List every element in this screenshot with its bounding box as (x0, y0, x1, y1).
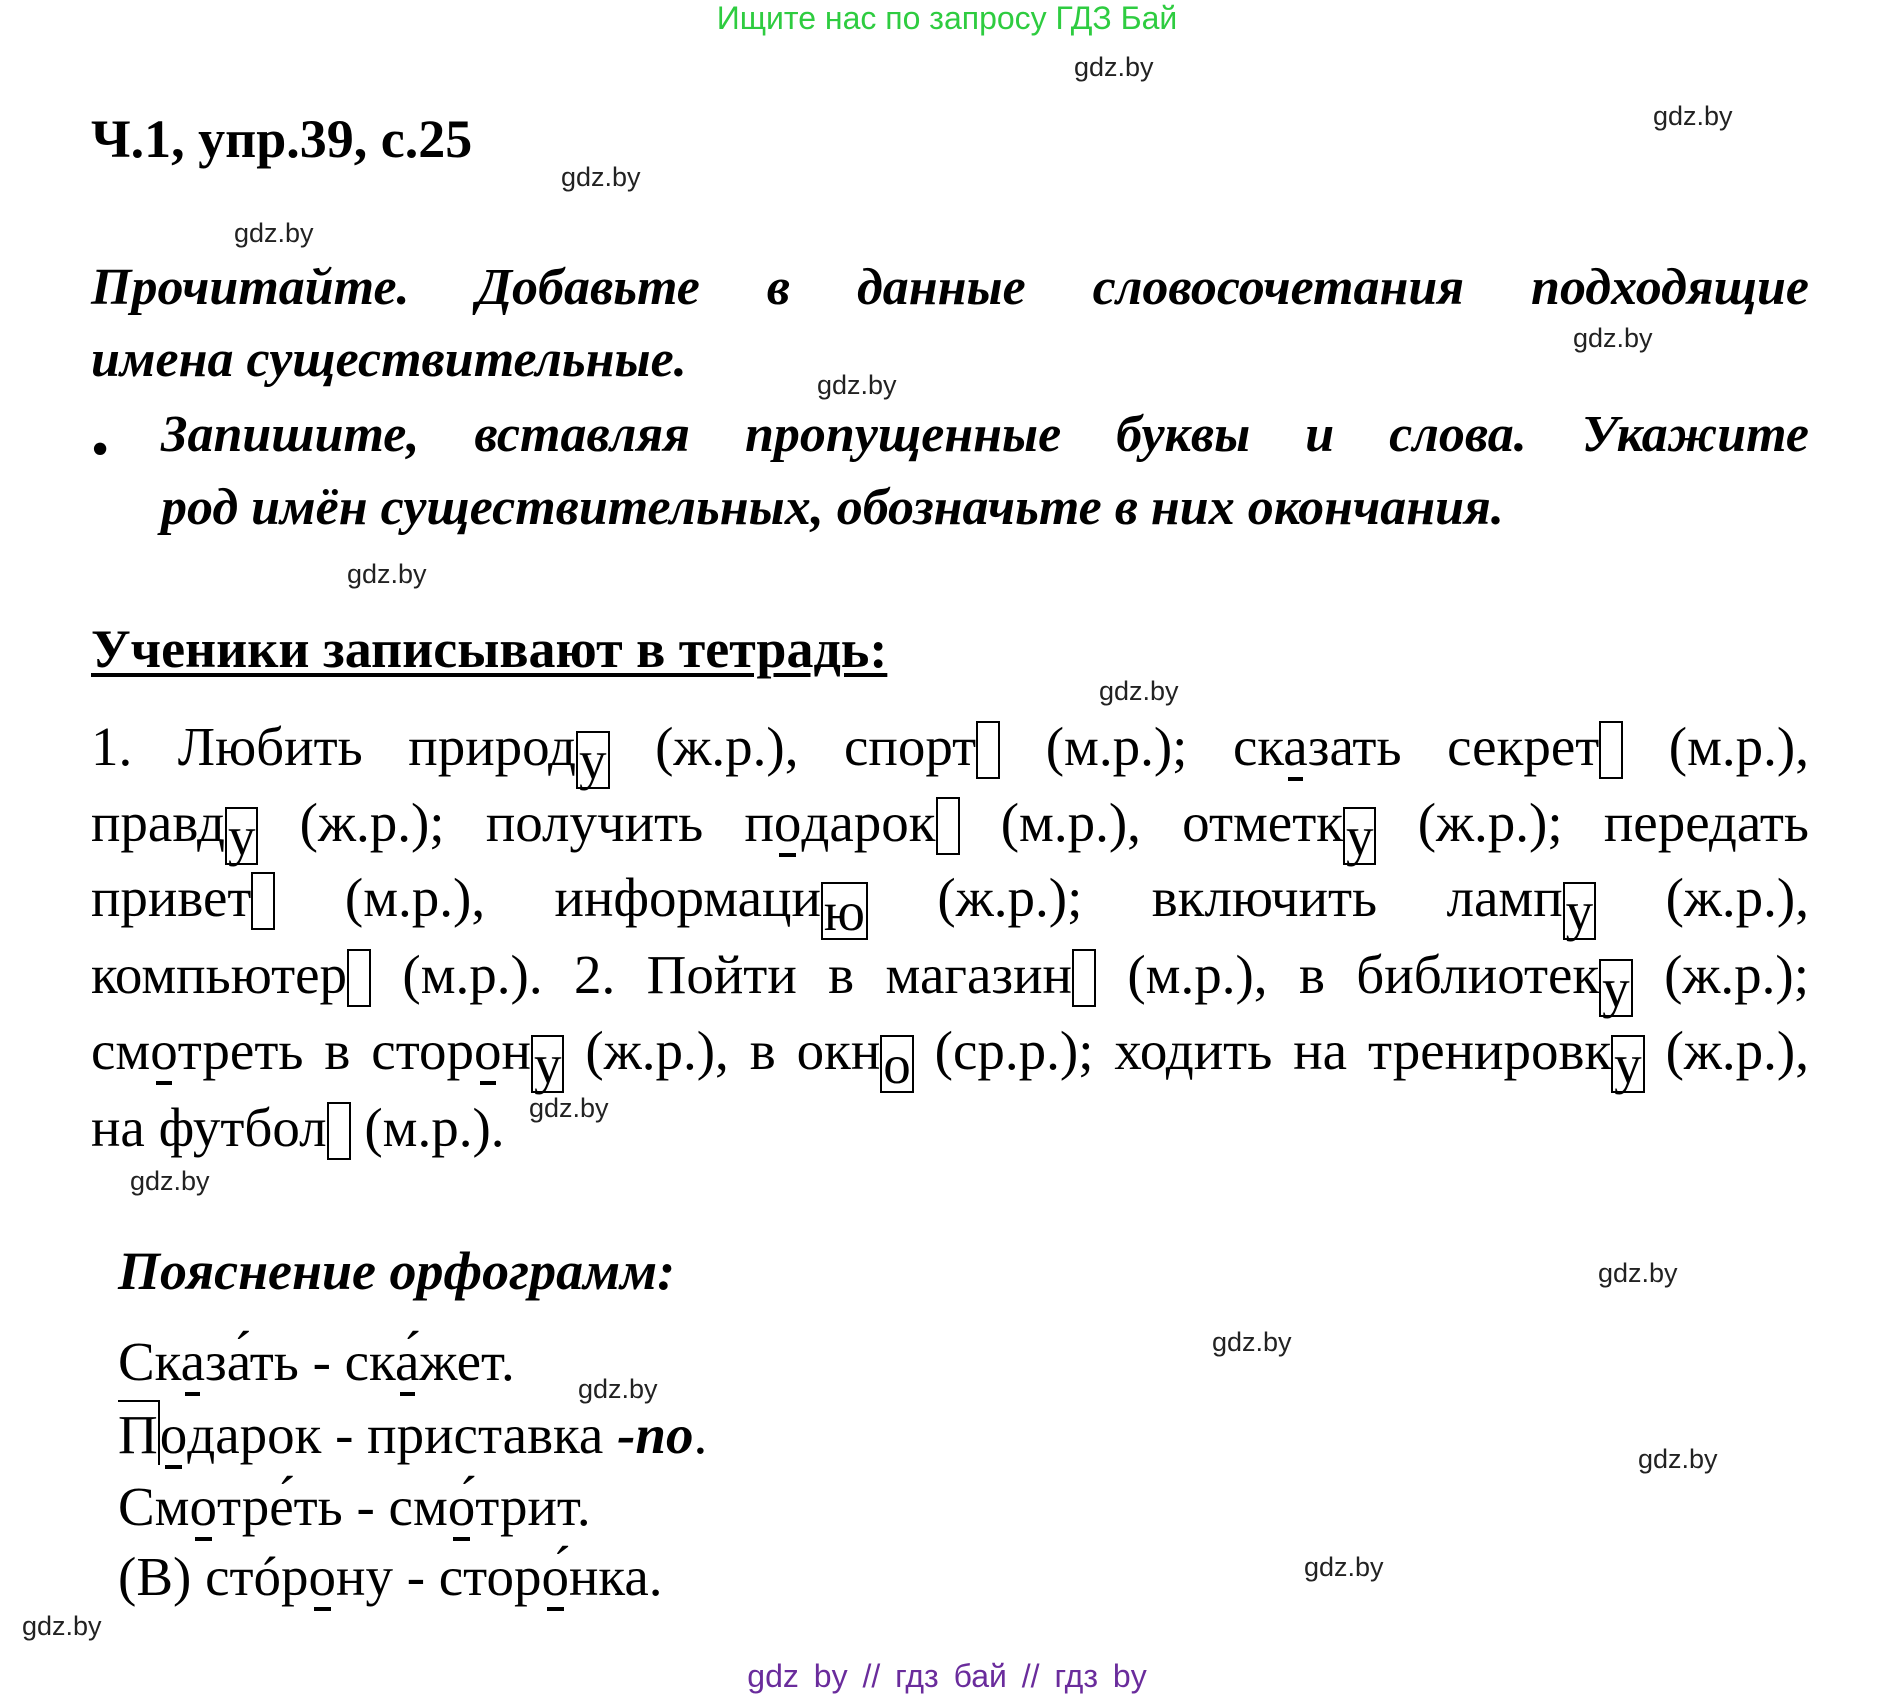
text: Ск (118, 1331, 181, 1392)
unstressed-vowel: о (474, 1020, 502, 1081)
answer-line (91, 1016, 1809, 1093)
watermark: gdz.by (1304, 1552, 1384, 1582)
text: зать секрет (1307, 716, 1600, 777)
text: н (501, 1020, 531, 1081)
text: жет. (419, 1331, 515, 1392)
ending-box (936, 797, 960, 855)
text: (м.р.); ск (1000, 716, 1284, 777)
explanation-line (118, 1330, 515, 1393)
prefix-mark: П (118, 1400, 160, 1465)
text: 1. Любить природ (91, 716, 577, 777)
task-line-1: Запишите, вставляя пропущенные буквы и слова. Укажите (161, 406, 1809, 463)
text: ну - стор (336, 1546, 542, 1607)
ending-box: у (1343, 807, 1377, 865)
watermark: gdz.by (561, 162, 641, 192)
text: р (281, 1546, 309, 1607)
ending-box: ю (821, 882, 868, 940)
unstressed-vowel: о (308, 1546, 337, 1607)
search-banner: Ищите нас по запросу ГДЗ Бай (716, 0, 1178, 36)
watermark: gdz.by (22, 1611, 102, 1641)
text: (В) стó (118, 1546, 282, 1607)
text: (м.р.), в библиотек (1095, 944, 1600, 1005)
text: (ж.р.), (1644, 1020, 1809, 1081)
answer-line (91, 712, 1809, 789)
text: (м.р.), информаци (275, 867, 821, 928)
watermark: gdz.by (347, 559, 427, 589)
text: (ж.р.); включить ламп (868, 867, 1563, 928)
text: треть в стор (177, 1020, 475, 1081)
unstressed-vowel: о (159, 1404, 188, 1465)
watermark: gdz.by (817, 370, 897, 400)
watermark: gdz.by (529, 1093, 609, 1123)
prefix-text: -по (617, 1404, 694, 1465)
task-line-2: род имён существительных, обозначьте в них окончания. (161, 479, 1504, 536)
text: компьютер (91, 944, 348, 1005)
text: (м.р.). (350, 1097, 505, 1158)
watermark: gdz.by (1074, 52, 1154, 82)
text: См (118, 1476, 190, 1537)
explanation-line (118, 1545, 662, 1608)
ending-box (1072, 949, 1096, 1007)
ending-box: у (1563, 882, 1597, 940)
unstressed-vowel: о (773, 792, 802, 853)
text: (ж.р.); получить п (258, 792, 774, 853)
watermark: gdz.by (130, 1166, 210, 1196)
ending-box (327, 1102, 351, 1160)
text: нка. (569, 1546, 663, 1607)
answer-line (91, 940, 1809, 1017)
text: трит. (475, 1476, 591, 1537)
text: (ж.р.), спорт (609, 716, 977, 777)
watermark: gdz.by (234, 218, 314, 248)
text: правд (91, 792, 225, 853)
answer-heading: Ученики записывают в тетрадь: (91, 619, 888, 679)
text: (м.р.). 2. Пойти в магазин (371, 944, 1072, 1005)
watermark: gdz.by (1638, 1444, 1718, 1474)
bullet-icon: • (91, 421, 110, 478)
ending-box (347, 949, 371, 1007)
ending-box: у (1611, 1035, 1645, 1093)
instruction-line-1: Прочитайте. Добавьте в данные словосочетания подходящие (91, 259, 1809, 316)
ending-box: у (1599, 959, 1633, 1017)
watermark: gdz.by (1099, 676, 1179, 706)
text: на футбол (91, 1097, 327, 1158)
page-title: Ч.1, упр.39, с.25 (91, 109, 473, 169)
text: (ж.р.), в окн (564, 1020, 881, 1081)
explanation-line (118, 1475, 591, 1538)
unstressed-vowel: о́ (541, 1546, 569, 1607)
ending-box: у (576, 731, 610, 789)
text: (ж.р.), (1596, 867, 1809, 928)
footer-links: gdz by // гдз бай // гдз by (747, 1658, 1147, 1694)
text: дарок - приставка (187, 1404, 618, 1465)
ending-box: о (880, 1035, 914, 1093)
watermark: gdz.by (578, 1374, 658, 1404)
text: тре́ть - см (217, 1476, 448, 1537)
unstressed-vowel: а (1283, 716, 1308, 777)
explanation-line (118, 1403, 707, 1466)
ending-box (976, 721, 1000, 779)
unstressed-vowel: о (189, 1476, 217, 1537)
watermark: gdz.by (1212, 1327, 1292, 1357)
answer-line (91, 1093, 1809, 1163)
ending-box (251, 872, 275, 930)
watermark: gdz.by (1573, 323, 1653, 353)
explanation-heading: Пояснение орфограмм: (118, 1241, 676, 1301)
ending-box: у (531, 1035, 565, 1093)
watermark: gdz.by (1653, 101, 1733, 131)
ending-box: у (225, 807, 259, 865)
answer-line (91, 863, 1809, 940)
unstressed-vowel: а́ (394, 1331, 420, 1392)
text: за́ть - ск (205, 1331, 395, 1392)
answer-line (91, 788, 1809, 865)
watermark: gdz.by (1598, 1258, 1678, 1288)
text: см (91, 1020, 151, 1081)
unstressed-vowel: о (150, 1020, 178, 1081)
text: (ж.р.); (1632, 944, 1809, 1005)
text: (ср.р.); ходить на тренировк (913, 1020, 1612, 1081)
instruction-line-2: имена существительные. (91, 331, 687, 388)
text: привет (91, 867, 252, 928)
unstressed-vowel: а (180, 1331, 205, 1392)
unstressed-vowel: о́ (447, 1476, 476, 1537)
text: (ж.р.); передать (1376, 792, 1809, 853)
text: . (693, 1404, 708, 1465)
ending-box (1599, 721, 1623, 779)
text: дарок (801, 792, 936, 853)
text: (м.р.), отметк (959, 792, 1343, 853)
text: (м.р.), (1623, 716, 1809, 777)
